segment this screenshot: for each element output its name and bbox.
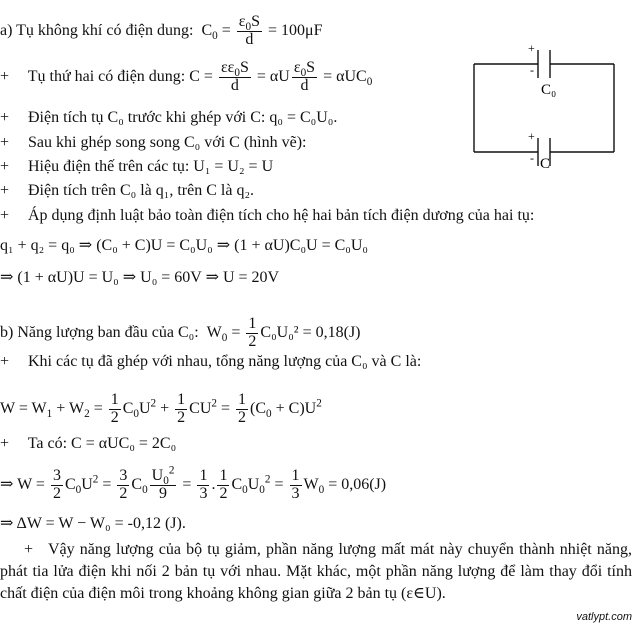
line-11 [0,354,421,370]
line-2 [0,60,372,95]
line-5-text: Hiệu điện thế trên các tụ: U₁ = U₂ = U [28,158,274,175]
c0-plus-sign: + [528,41,535,55]
formula-w0: $W_0$ = $\frac{1}{2}$ [202,315,257,350]
watermark: vatlypt.com [576,611,632,623]
eq-8: q₁ + q₂ = q₀ ⇒ (C₀ + C)U = C₀U₀ ⇒ (1 + αU)C₀U = C₀U₀ [0,237,368,254]
line-13 [0,436,176,452]
line-3-text: Điện tích tụ C₀ trước khi ghép với C: [28,109,266,126]
part-b-label: b) [0,323,14,341]
line-b-result: C₀U₀² = 0,18(J) [260,323,361,341]
line-4-text: Sau khi ghép song song C₀ với C (hình vẽ): [28,134,307,151]
line-6-text: Điện tích trên C₀ là q₁, trên C là q₂. [28,182,255,199]
c-label: C [540,156,551,170]
circuit-diagram [468,40,618,170]
bullet-plus: + [0,207,10,224]
c0-minus-sign: - [530,63,534,77]
line-a-text: Tụ không khí có điện dung: [16,21,194,39]
bullet-plus: + [0,353,10,370]
formula-c0: $C_0$ = $\frac{\varepsilon_0S}{d}$ [197,13,260,48]
bullet-plus: + [0,158,10,175]
bullet-plus: + [0,109,10,126]
eq-9: ⇒ (1 + αU)U = U₀ ⇒ U₀ = 60V ⇒ U = 20V [0,269,280,286]
c-plus-sign: + [528,129,535,143]
line-7 [0,208,534,224]
bullet-plus: + [0,182,10,199]
line-4 [0,135,306,151]
line-b [0,316,361,351]
line-3-eq: q₀ = C₀U₀. [269,109,338,126]
eq-14: ⇒ W = $\frac{3}{2}$ $C_0U^2$ = $\frac{3}{2}$ $C_0$ $\frac{U_0^2}{9}$ = $\frac{1}{3}$ . $\frac{1}{2}$ $C_0U_0^2$ = $\frac{1}{3}$ $W_0 = 0,06(J)$ [0,464,387,502]
bullet-plus: + [24,541,34,558]
line-a-result: = 100μF [267,21,323,39]
conclusion-paragraph [0,539,632,605]
eq-12: $W = W_1 + W_2$ = $\frac{1}{2}$ $C_0U^2$ + $\frac{1}{2}$ $CU^2$ = $\frac{1}{2}$ $(C_0 + C)U^2$ [0,391,322,426]
line-3 [0,110,337,126]
line-2-text: Tụ thứ hai có điện dung: [27,67,186,85]
conclusion-text: Vậy năng lượng của bộ tụ giảm, phần năng lượng mất mát này chuyển thành nhiệt năng, phát tia lửa điện khi nối 2 bản tụ với nhau. Mặt khác, một phần năng lượng để làm thay đổi tính chất điện của điện môi trong khoảng không gian giữa 2 bản tụ (ε∈U). [0,541,632,602]
line-6 [0,183,254,199]
formula-c: C = $\frac{\varepsilon\varepsilon_0S}{d}$ = αU $\frac{\varepsilon_0S}{d}$ = αUC$_0$ [189,59,373,94]
line-5 [0,159,273,175]
bullet-plus: + [0,67,10,85]
eq-15: ⇒ ΔW = W − W₀ = -0,12 (J). [0,515,186,532]
line-7-text: Áp dụng định luật bảo toàn điện tích cho hệ hai bản tích điện dương của hai tụ: [28,207,535,224]
line-11-text: Khi các tụ đã ghép với nhau, tổng năng lượng của C₀ và C là: [28,353,422,370]
bullet-plus: + [0,134,10,151]
part-a-label: a) [0,21,13,39]
bullet-plus: + [0,435,10,452]
line-b-text: Năng lượng ban đầu của C₀: [17,323,199,341]
c-minus-sign: - [530,151,534,165]
c0-label: C₀ [541,82,557,98]
line-13-text: Ta có: C = αUC₀ = 2C₀ [27,435,177,452]
line-a [0,14,322,49]
